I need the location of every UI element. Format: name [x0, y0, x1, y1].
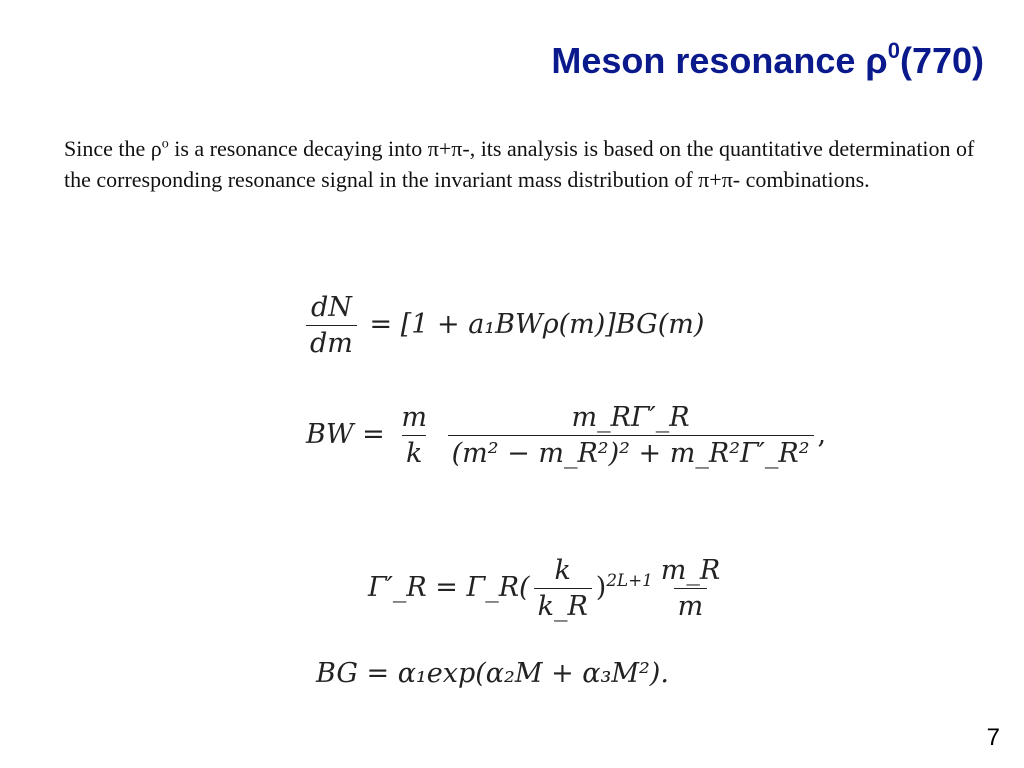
bw-f1-numerator: m	[401, 402, 428, 433]
dndm-rhs: = [1 + a₁BWρ(m)]BG(m)	[369, 309, 705, 340]
paragraph-sup: o	[161, 136, 169, 152]
bw-f1-denominator: k	[402, 435, 426, 469]
title-tail: (770)	[899, 40, 984, 81]
gamma-lhs: Γ′_R = Γ_R(	[368, 572, 530, 603]
gamma-m-denominator: m	[674, 588, 708, 622]
bw-f2-denominator: (m² − m_R²)² + m_R²Γ′_R²	[448, 435, 814, 469]
dndm-fraction	[306, 292, 357, 359]
bw-lhs: BW =	[306, 419, 385, 450]
dndm-denominator: dm	[306, 325, 357, 359]
equation-gamma-prime: Γ′_R = Γ_R( $\frac{k}{k\_R}$ )$^{2L+1}$ $\frac{m\_R}{m}$	[368, 555, 728, 622]
equation-dndm	[302, 292, 704, 359]
page-number: 7	[986, 724, 1000, 751]
body-paragraph	[64, 133, 994, 195]
slide-title	[551, 40, 984, 82]
bw-fraction-2	[448, 402, 814, 469]
title-main: Meson resonance ρ	[551, 40, 888, 81]
gamma-k-denominator: k_R	[534, 588, 592, 622]
equation-background: BG = α₁exp(α₂M + α₃M²).	[316, 658, 669, 689]
equation-breit-wigner	[306, 402, 826, 469]
gamma-k-numerator: k	[554, 555, 571, 586]
gamma-fraction-k	[534, 555, 592, 622]
bw-f2-numerator: m_RΓ′_R	[571, 402, 690, 433]
dndm-numerator: dN	[310, 292, 352, 323]
paragraph-part2: is a resonance decaying into π+π-, its analysis is based on the quantitative determination of the corresponding resonance signal in the invariant mass distribution of π+π- combinations.	[64, 136, 975, 192]
bw-fraction-1	[397, 402, 431, 469]
gamma-exponent: 2L+1	[606, 570, 653, 590]
title-superscript: 0	[887, 38, 900, 63]
gamma-fraction-m	[657, 555, 724, 622]
paragraph-part1: Since the ρ	[64, 136, 162, 161]
bw-tail: ,	[817, 419, 827, 450]
gamma-m-numerator: m_R	[660, 555, 721, 586]
